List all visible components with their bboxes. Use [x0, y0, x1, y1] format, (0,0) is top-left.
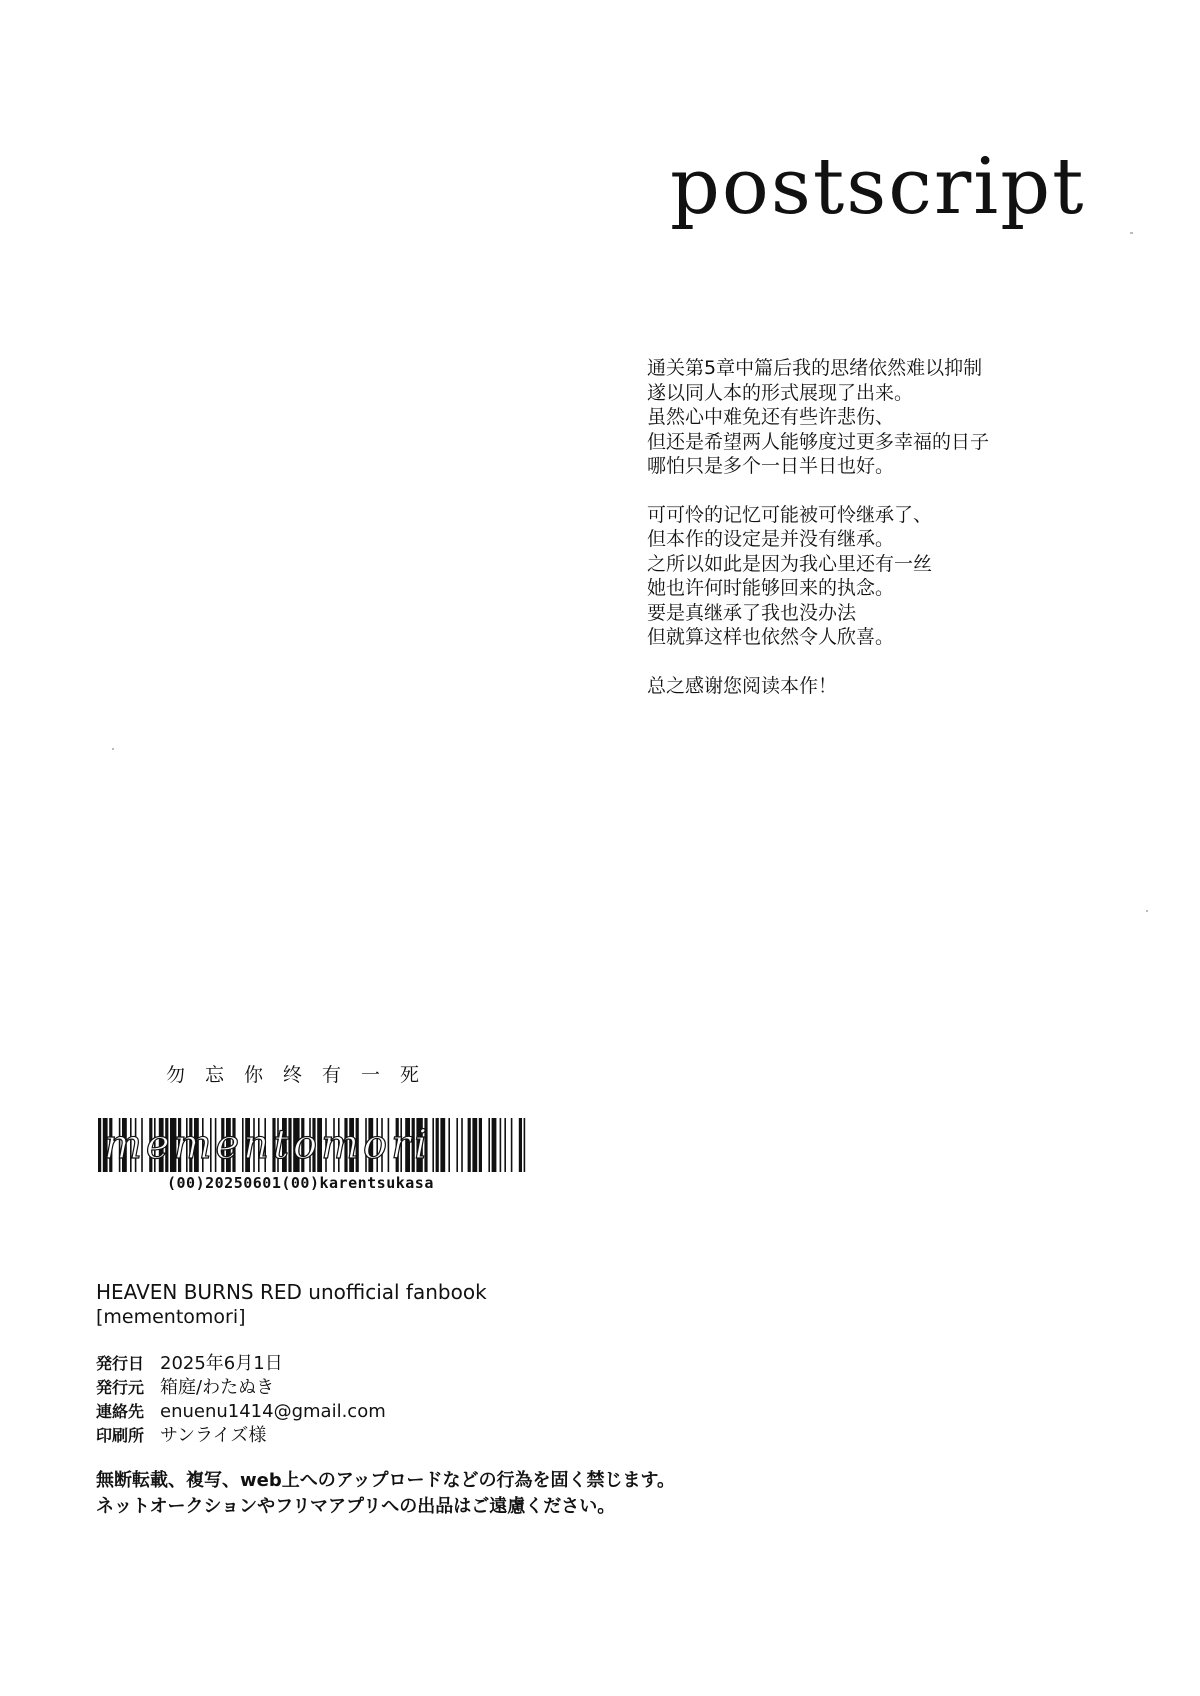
notice-line: ネットオークションやフリマアプリへの出品はご遠慮ください。	[96, 1496, 616, 1517]
postscript-paragraph-3	[647, 674, 1067, 699]
text-line: 但就算这样也依然令人欣喜。	[647, 626, 895, 648]
barcode-bar	[504, 1118, 506, 1172]
barcode-bar	[472, 1118, 477, 1172]
colophon-value: 2025年6月1日	[160, 1353, 283, 1374]
barcode-bar	[468, 1118, 471, 1172]
postscript-paragraph-1	[647, 356, 1067, 479]
text-line: 但还是希望两人能够度过更多幸福的日子	[647, 430, 990, 453]
copyright-notice	[96, 1468, 675, 1520]
colophon	[96, 1352, 386, 1448]
barcode-bar	[488, 1118, 490, 1172]
barcode-bar	[440, 1118, 445, 1172]
colophon-row-publisher	[96, 1376, 386, 1400]
text-line: 总之感谢您阅读本作！	[647, 674, 838, 697]
text-line: 之所以如此是因为我心里还有一丝	[647, 552, 933, 575]
colophon-value: 箱庭/わたぬき	[160, 1377, 275, 1398]
notice-line: 無断転載、複写、web上へのアップロードなどの行為を固く禁じます。	[96, 1470, 676, 1491]
text-line: 虽然心中难免还有些许悲伤、	[647, 406, 895, 428]
barcode-bar	[479, 1118, 482, 1172]
text-line: 可可怜的记忆可能被可怜继承了、	[647, 503, 933, 526]
postscript-body	[647, 356, 1067, 698]
barcode-bar	[432, 1118, 434, 1172]
scan-speck	[112, 748, 114, 750]
colophon-row-issue-date	[96, 1352, 386, 1376]
scan-speck	[1130, 232, 1133, 234]
barcode-bar	[461, 1118, 463, 1172]
barcode-graphic	[98, 1118, 526, 1172]
text-line: 要是真继承了我也没办法	[647, 601, 857, 624]
barcode-bar	[98, 1118, 101, 1172]
barcode-caption: (00)20250601(00)karentsukasa	[167, 1174, 434, 1192]
barcode-bar	[500, 1118, 502, 1172]
paragraph-gap	[647, 650, 1067, 674]
text-line: 通关第5章中篇后我的思绪依然难以抑制	[647, 357, 983, 379]
colophon-label: 印刷所	[96, 1426, 145, 1445]
barcode-bar	[456, 1118, 458, 1172]
colophon-value: サンライズ様	[160, 1425, 267, 1446]
colophon-email: enuenu1414@gmail.com	[160, 1401, 386, 1422]
colophon-row-contact	[96, 1400, 386, 1424]
colophon-row-printer	[96, 1424, 386, 1448]
text-line: 但本作的设定是并没有继承。	[647, 528, 895, 550]
page-heading: postscript	[670, 142, 1086, 232]
colophon-label: 発行日	[96, 1354, 145, 1373]
text-line: 她也许何时能够回来的执念。	[647, 577, 895, 599]
text-line: 遂以同人本的形式展现了出来。	[647, 381, 914, 404]
barcode-overlay-text: mementomori	[104, 1122, 432, 1168]
book-subtitle: [mementomori]	[96, 1306, 246, 1328]
colophon-label: 連絡先	[96, 1402, 145, 1421]
motto: 勿忘你终有一死	[166, 1064, 440, 1086]
text-line: 哪怕只是多个一日半日也好。	[647, 455, 895, 477]
postscript-paragraph-2	[647, 503, 1067, 650]
barcode-bar	[448, 1118, 450, 1172]
barcode-bar	[492, 1118, 497, 1172]
scan-speck	[1146, 910, 1148, 912]
paragraph-gap	[647, 479, 1067, 503]
colophon-label: 発行元	[96, 1378, 145, 1397]
barcode-bar	[524, 1118, 526, 1172]
barcode-bar	[436, 1118, 439, 1172]
barcode-bar	[519, 1118, 522, 1172]
barcode-bar	[511, 1118, 513, 1172]
book-title: HEAVEN BURNS RED unofficial fanbook	[96, 1280, 487, 1304]
